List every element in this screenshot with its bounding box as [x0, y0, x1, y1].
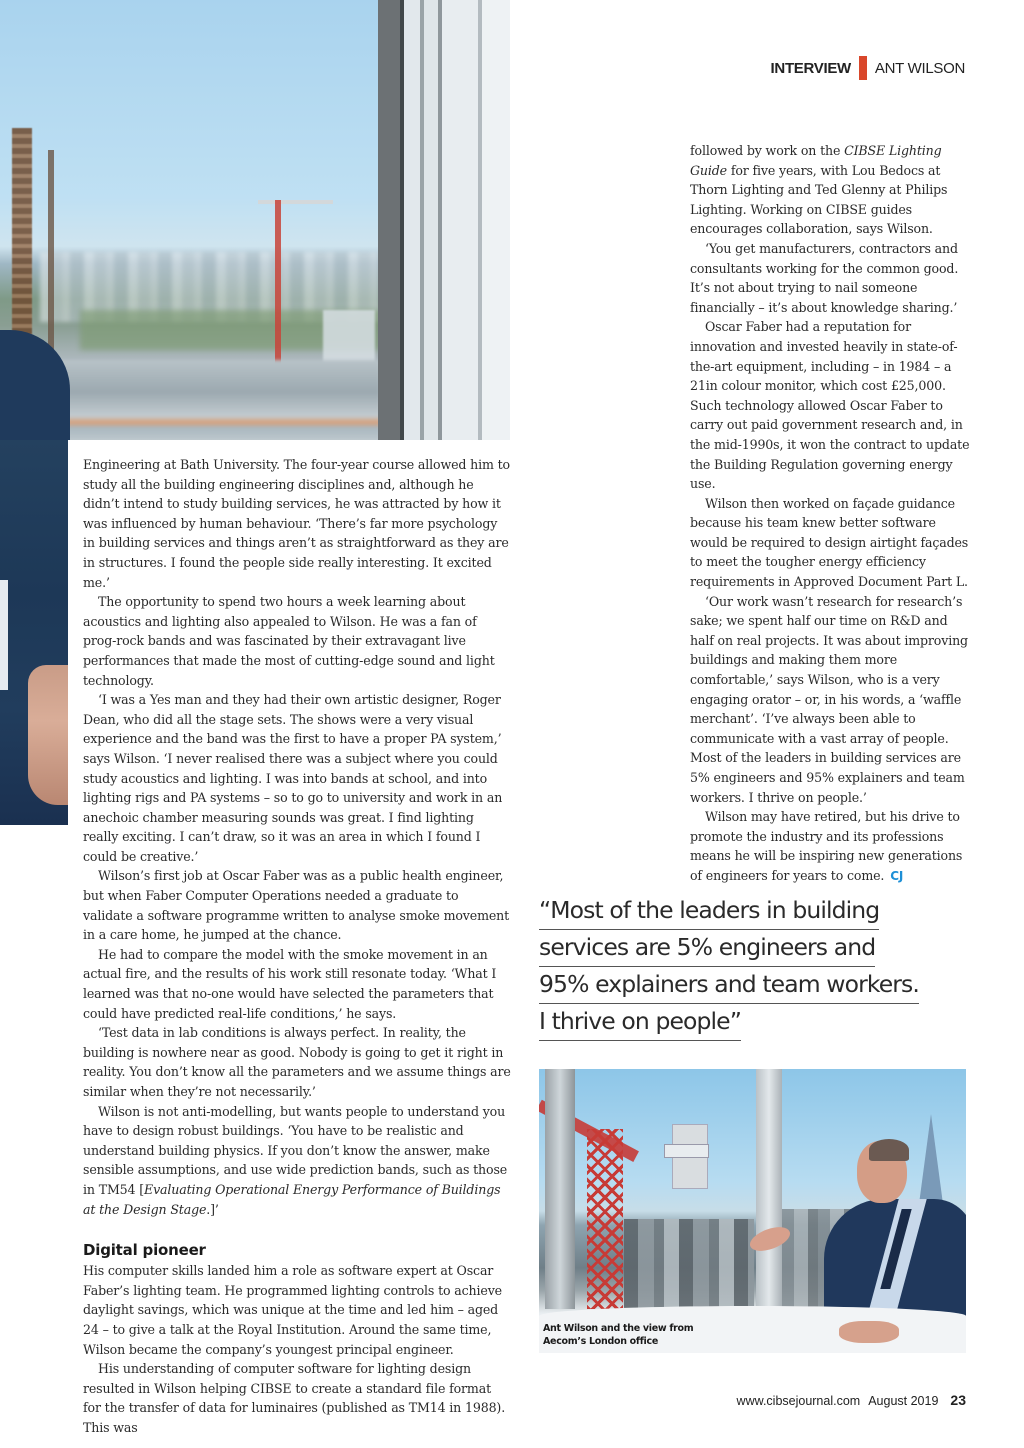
accent-bar: [859, 56, 867, 80]
paragraph: Wilson is not anti-modelling, but wants people to understand you have to design robust buildings. ‘You have to be realistic and understand building physics. If you don’t know the answer, make sensible assumptions, and use wide prediction bands, such as those in TM54 [Evaluating Operational Energy Performance of Buildings at the Design Stage.]’: [83, 1103, 508, 1217]
pull-quote-line: services are 5% engineers and: [539, 930, 875, 967]
photo-crane-mast: [587, 1129, 623, 1309]
paragraph: Oscar Faber had a reputation for innovation and invested heavily in state-of-the-art equipment, including – in 1984 – a 21in colour monitor, which cost £25,000. Such technology allowed Oscar Faber to carry out paid government research and, in the mid-1990s, it won the contract to update the Building Regulation governing energy use.: [690, 319, 970, 492]
photo-scaffold-pole: [48, 150, 54, 365]
section-subhead: Digital pioneer: [83, 1241, 206, 1260]
photo-shard-tower: [919, 1114, 943, 1204]
photo-window-mullion: [756, 1069, 782, 1309]
running-header: [771, 56, 965, 80]
paragraph: ‘Test data in lab conditions is always perfect. In reality, the building is nowhere near as good. Nobody is going to get it right in reality. You don’t know all the parameters and we assume things are similar when they’re not necessarily.’: [83, 1025, 511, 1099]
paragraph: ‘You get manufacturers, contractors and consultants working for the common good. It’s not about trying to nail someone financially – it’s about knowledge sharing.’: [690, 240, 959, 315]
photo-window-frame: [378, 0, 510, 440]
paragraph: His understanding of computer software for lighting design resulted in Wilson helping CIBSE to create a standard file format for the transfer of data for luminaires (published as TM14 in 1988). This was: [83, 1361, 506, 1435]
hero-photo-city-view: [0, 0, 510, 440]
paragraph: The opportunity to spend two hours a week learning about acoustics and lighting also appealed to Wilson. He was a fan of prog-rock bands and was fascinated by their extravagant live performances that made the most of cutting-edge sound and light technology.: [83, 594, 495, 688]
paragraph: ‘Our work wasn’t research for research’s sake; we spent half our time on R&D and half on real projects. It was about improving buildings and making them more comfortable,’ says Wilson, who is a very engaging orator – or, in his words, a ‘waffle merchant’. ‘I’ve always been able to communicate with a vast array of people. Most of the leaders in building services are 5% engineers and 95% explainers and team workers. I thrive on people.’: [690, 593, 968, 805]
author-sign-off: CJ: [890, 868, 904, 883]
page-footer: [737, 1392, 966, 1408]
photo-man-shoulder: [0, 330, 70, 440]
publication-title: CIBSE Lighting Guide: [690, 143, 942, 178]
paragraph: followed by work on the CIBSE Lighting Guide for five years, with Lou Bedocs at Thorn Lighting and Ted Glenny at Philips Lighting. Working on CIBSE guides encourages collaboration, says Wilson.: [690, 143, 948, 237]
paragraph: Engineering at Bath University. The four-year course allowed him to study all the building engineering disciplines and, although he didn’t intend to study building services, he was attracted by how it was influenced by human behaviour. ‘There’s far more psychology in building services and things aren’t as straightforward as they are in structures. I found the people side really interesting. It excited me.’: [83, 457, 510, 590]
paragraph: ‘I was a Yes man and they had their own artistic designer, Roger Dean, who did all the stage sets. The shows were a very visual experience and the band was the first to have a proper PA system,’ says Wilson. ‘I never realised there was a subject where you could study acoustics and lighting. I was into bands at school, and into lighting rigs and PA systems – so to go to university and work in an anechoic chamber measuring sounds was great. I find lighting really exciting. I can’t draw, so it was an area in which I found I could be creative.’: [83, 692, 503, 864]
page-number: 23: [950, 1392, 966, 1408]
photo-man-hand-on-table: [839, 1321, 899, 1343]
section-label: INTERVIEW: [770, 59, 851, 77]
pull-quote-line: 95% explainers and team workers.: [539, 967, 919, 1004]
closing-paragraph: Wilson may have retired, but his drive to promote the industry and its professions means he will be inspiring new generations of engineers for years to come. CJ: [690, 809, 963, 883]
photo-hand: [28, 665, 68, 805]
photo-crane-mast: [275, 200, 281, 365]
paragraph: Wilson’s first job at Oscar Faber was as a public health engineer, but when Faber Computer Operations needed a graduate to validate a software programme written to analyse smoke movement in a care home, he jumped at the chance.: [83, 868, 510, 943]
photo-man-hair: [869, 1139, 909, 1161]
photo-crane-sign: [664, 1144, 709, 1158]
photo-buildings: [624, 1219, 754, 1309]
subject-name: ANT WILSON: [874, 59, 965, 77]
paragraph: Wilson then worked on façade guidance because his team knew better software would be required to design airtight façades to meet the tougher energy efficiency requirements in Approved Document Part L.: [690, 495, 969, 590]
article-column-right: [690, 141, 970, 887]
photo-caption: Ant Wilson and the view from Aecom’s London office: [543, 1323, 694, 1347]
inset-photo-ant-wilson: [539, 1069, 966, 1353]
article-column-left: [83, 455, 511, 1438]
photo-shirt: [0, 580, 8, 690]
pull-quote-line: “Most of the leaders in building: [539, 893, 879, 930]
publication-title: Evaluating Operational Energy Performance of Buildings at the Design Stage: [83, 1181, 501, 1217]
paragraph: He had to compare the model with the smoke movement in an actual fire, and the results of his work still resonate today. ‘What I learned was that no-one would have selected the parameters that could have predicted real-life conditions,’ he says.: [83, 946, 497, 1021]
pull-quote: [539, 893, 959, 1041]
photo-crane-jib: [258, 200, 333, 204]
footer-url: www.cibsejournal.com: [736, 1394, 861, 1408]
footer-issue-date: August 2019: [868, 1394, 939, 1408]
paragraph: His computer skills landed him a role as software expert at Oscar Faber’s lighting team. He programmed lighting controls to achieve daylight savings, which was unique at the time and led him – aged 24 – to give a talk at the Royal Institution. Around the same time, Wilson became the company’s youngest principal engineer.: [83, 1263, 502, 1357]
pull-quote-line: I thrive on people”: [539, 1004, 741, 1041]
hero-photo-side-strip: [0, 440, 68, 825]
photo-window-mullion: [545, 1069, 575, 1309]
